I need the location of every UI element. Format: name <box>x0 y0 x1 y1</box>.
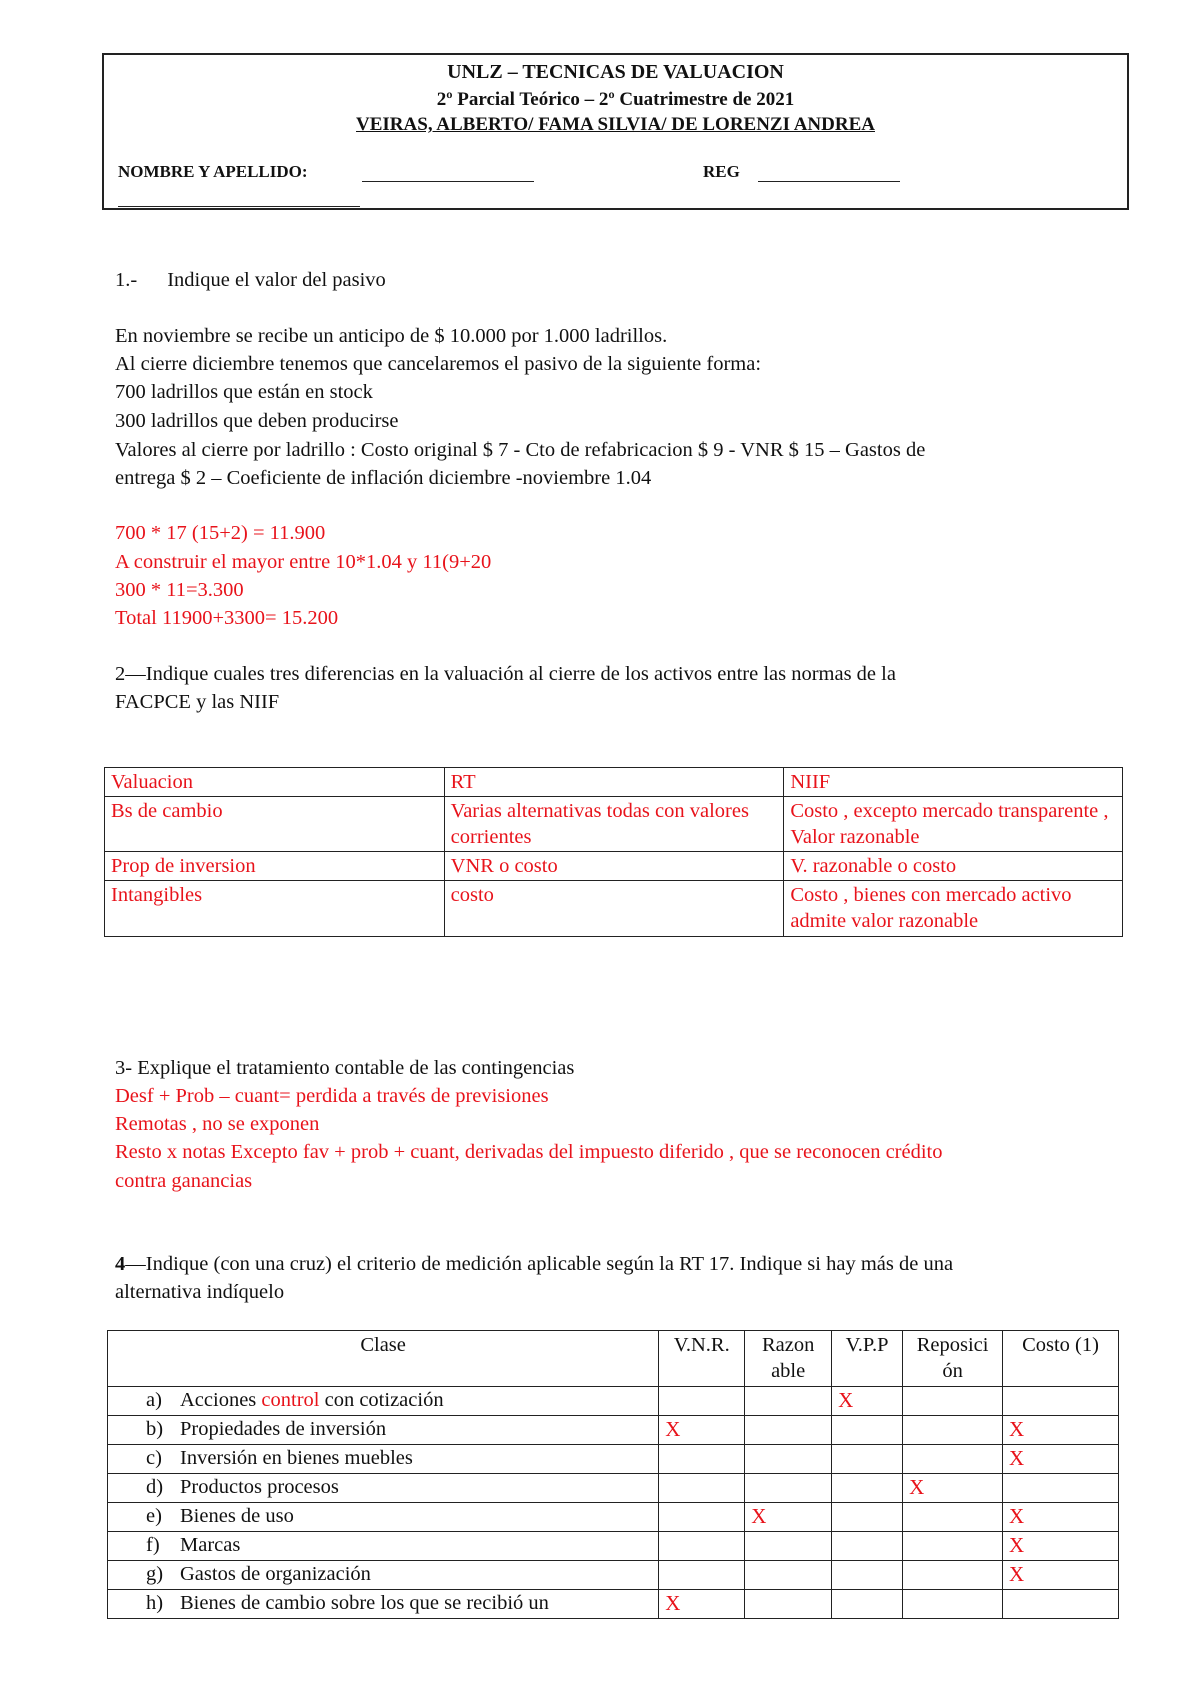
q1-line: Al cierre diciembre tenemos que cancelaremos el pasivo de la siguiente forma: <box>115 353 762 375</box>
class-text: Bienes de uso <box>180 1505 294 1527</box>
class-text: Gastos de organización <box>180 1563 371 1585</box>
q1-answer: Total 11900+3300= 15.200 <box>115 607 339 629</box>
mark-cell <box>903 1561 1003 1590</box>
q4-number: 4 <box>115 1253 126 1275</box>
professors: VEIRAS, ALBERTO/ FAMA SILVIA/ DE LORENZI ANDREA <box>356 114 875 135</box>
table-cell: Bs de cambio <box>105 797 445 852</box>
table-header-cell: NIIF <box>784 768 1123 797</box>
table-header-cell: RT <box>444 768 784 797</box>
exam-title: 2º Parcial Teórico – 2º Cuatrimestre de 2021 <box>436 89 795 110</box>
class-cell <box>108 1416 659 1445</box>
table-header-cell: Clase <box>108 1331 659 1387</box>
mark-cell <box>1003 1387 1119 1416</box>
q1-line: En noviembre se recibe un anticipo de $ 10.000 por 1.000 ladrillos. <box>115 325 668 347</box>
mark-cell <box>745 1474 832 1503</box>
q2-line: FACPCE y las NIIF <box>115 691 280 713</box>
table-cell: Intangibles <box>105 881 445 937</box>
q3-answer: Remotas , no se exponen <box>115 1113 320 1135</box>
mark-cell <box>745 1561 832 1590</box>
table-row <box>108 1445 1119 1474</box>
mark-cell: X <box>1003 1416 1119 1445</box>
mark-cell <box>903 1503 1003 1532</box>
table-row <box>105 852 1123 881</box>
mark-cell: X <box>1003 1561 1119 1590</box>
mark-cell <box>832 1532 903 1561</box>
class-cell <box>108 1590 659 1619</box>
table-header-cell: V.P.P <box>832 1331 903 1387</box>
table-row <box>105 881 1123 937</box>
class-cell <box>108 1503 659 1532</box>
table-header-cell: Reposici ón <box>903 1331 1003 1387</box>
table-cell: VNR o costo <box>444 852 784 881</box>
class-letter: b) <box>146 1418 164 1440</box>
q4-line-text: —Indique (con una cruz) el criterio de medición aplicable según la RT 17. Indique si hay más de una <box>125 1253 954 1275</box>
table-header-cell: Valuacion <box>105 768 445 797</box>
class-letter: e) <box>146 1505 162 1527</box>
table-header-cell: Costo (1) <box>1003 1331 1119 1387</box>
q3-title: 3- Explique el tratamiento contable de las contingencias <box>115 1057 575 1079</box>
q1-answer: 700 * 17 (15+2) = 11.900 <box>115 522 326 544</box>
table-row <box>108 1503 1119 1532</box>
q4-line <box>115 1251 953 1277</box>
q1-line: 700 ladrillos que están en stock <box>115 381 373 403</box>
class-letter: g) <box>146 1563 164 1585</box>
q2-table <box>104 767 1123 937</box>
mark-cell: X <box>1003 1532 1119 1561</box>
table-row <box>105 797 1123 852</box>
mark-cell <box>832 1590 903 1619</box>
q1-line: entrega $ 2 – Coeficiente de inflación diciembre -noviembre 1.04 <box>115 467 652 489</box>
mark-cell <box>659 1445 745 1474</box>
q3-answer: Resto x notas Excepto fav + prob + cuant, derivadas del impuesto diferido , que se reconocen crédito <box>115 1141 943 1163</box>
exam-header <box>102 53 1129 210</box>
q3-answer: Desf + Prob – cuant= perdida a través de previsiones <box>115 1085 549 1107</box>
mark-cell <box>1003 1474 1119 1503</box>
class-letter: h) <box>146 1592 164 1614</box>
q1-title-text: Indique el valor del pasivo <box>167 269 386 291</box>
mark-cell: X <box>745 1503 832 1532</box>
class-text: control <box>261 1389 320 1411</box>
mark-cell <box>832 1445 903 1474</box>
class-text: Acciones <box>180 1389 262 1411</box>
mark-cell <box>903 1590 1003 1619</box>
mark-cell <box>832 1503 903 1532</box>
table-cell: Prop de inversion <box>105 852 445 881</box>
mark-cell <box>745 1445 832 1474</box>
nombre-field[interactable] <box>362 181 534 182</box>
table-cell: Varias alternativas todas con valores corrientes <box>444 797 784 852</box>
mark-cell <box>832 1474 903 1503</box>
class-text: Propiedades de inversión <box>180 1418 387 1440</box>
mark-cell <box>903 1387 1003 1416</box>
mark-cell <box>1003 1590 1119 1619</box>
table-header-row <box>105 768 1123 797</box>
mark-cell <box>659 1387 745 1416</box>
table-row <box>108 1590 1119 1619</box>
class-cell <box>108 1532 659 1561</box>
reg-field[interactable] <box>758 181 900 182</box>
mark-cell: X <box>1003 1503 1119 1532</box>
table-cell: Costo , bienes con mercado activo admite valor razonable <box>784 881 1123 937</box>
table-row <box>108 1532 1119 1561</box>
class-cell <box>108 1445 659 1474</box>
q1-answer: A construir el mayor entre 10*1.04 y 11(9+20 <box>115 551 492 573</box>
mark-cell: X <box>903 1474 1003 1503</box>
q1-line: 300 ladrillos que deben producirse <box>115 410 399 432</box>
class-letter: d) <box>146 1476 164 1498</box>
table-cell: V. razonable o costo <box>784 852 1123 881</box>
extra-blank-field[interactable] <box>118 206 360 207</box>
q1-answer: 300 * 11=3.300 <box>115 579 244 601</box>
mark-cell: X <box>659 1416 745 1445</box>
class-cell <box>108 1474 659 1503</box>
q1-title <box>115 267 386 293</box>
mark-cell <box>903 1445 1003 1474</box>
mark-cell: X <box>832 1387 903 1416</box>
mark-cell <box>659 1503 745 1532</box>
mark-cell <box>903 1532 1003 1561</box>
mark-cell <box>745 1416 832 1445</box>
mark-cell <box>832 1561 903 1590</box>
class-text: con cotización <box>319 1389 444 1411</box>
q1-number: 1.- <box>115 269 138 291</box>
class-text: Bienes de cambio sobre los que se recibió un <box>180 1592 549 1614</box>
table-row <box>108 1387 1119 1416</box>
mark-cell <box>745 1532 832 1561</box>
mark-cell <box>832 1416 903 1445</box>
table-cell: costo <box>444 881 784 937</box>
q4-table <box>107 1330 1119 1619</box>
mark-cell: X <box>659 1590 745 1619</box>
mark-cell <box>659 1474 745 1503</box>
mark-cell <box>659 1532 745 1561</box>
course-title: UNLZ – TECNICAS DE VALUACION <box>447 61 784 83</box>
table-header-cell: V.N.R. <box>659 1331 745 1387</box>
table-row <box>108 1561 1119 1590</box>
q4-line: alternativa indíquelo <box>115 1281 285 1303</box>
table-row <box>108 1474 1119 1503</box>
mark-cell <box>745 1590 832 1619</box>
class-text: Inversión en bienes muebles <box>180 1447 413 1469</box>
class-text: Marcas <box>180 1534 241 1556</box>
q1-line: Valores al cierre por ladrillo : Costo original $ 7 - Cto de refabricacion $ 9 - VNR $ 15 – Gastos de <box>115 439 926 461</box>
q2-line: 2—Indique cuales tres diferencias en la valuación al cierre de los activos entre las normas de la <box>115 663 896 685</box>
class-letter: c) <box>146 1447 162 1469</box>
mark-cell: X <box>1003 1445 1119 1474</box>
table-header-row <box>108 1331 1119 1387</box>
mark-cell <box>659 1561 745 1590</box>
nombre-label: NOMBRE Y APELLIDO: <box>118 162 308 181</box>
mark-cell <box>745 1387 832 1416</box>
q3-answer: contra ganancias <box>115 1170 253 1192</box>
class-letter: a) <box>146 1389 162 1411</box>
reg-label: REG <box>703 162 740 181</box>
table-row <box>108 1416 1119 1445</box>
table-header-cell: Razon able <box>745 1331 832 1387</box>
class-cell <box>108 1387 659 1416</box>
class-cell <box>108 1561 659 1590</box>
class-letter: f) <box>146 1534 160 1556</box>
mark-cell <box>903 1416 1003 1445</box>
table-cell: Costo , excepto mercado transparente , Valor razonable <box>784 797 1123 852</box>
class-text: Productos procesos <box>180 1476 339 1498</box>
